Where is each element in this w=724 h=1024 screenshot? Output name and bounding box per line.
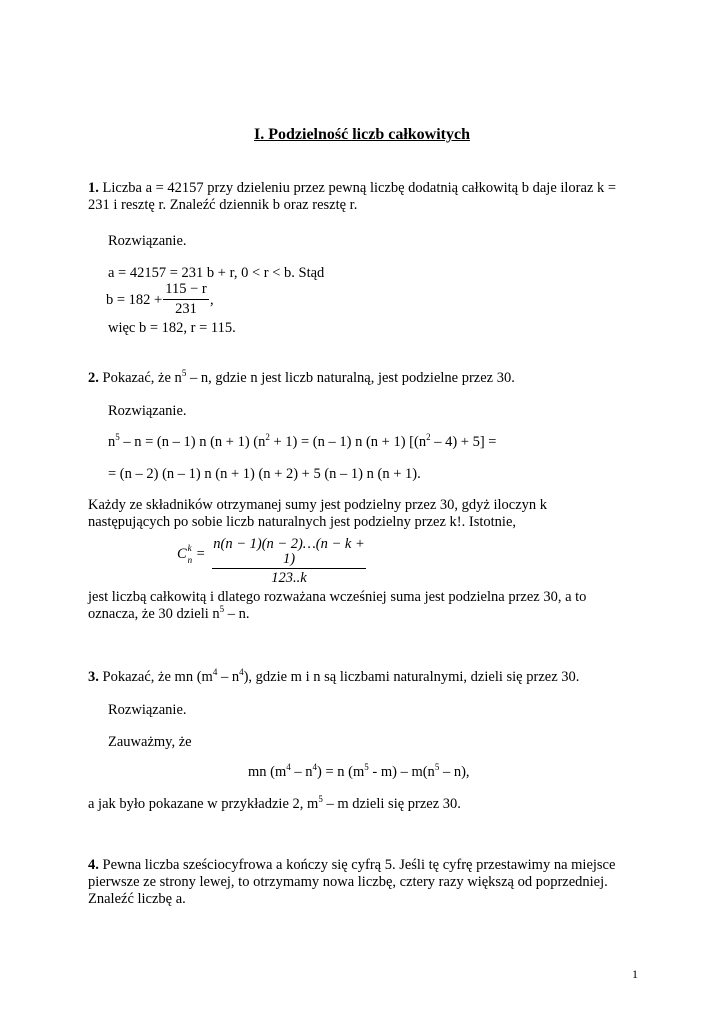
combination-fraction-bar — [212, 568, 366, 569]
problem-1-b-lhs: b = 182 + — [106, 292, 163, 308]
problem-3-statement: 3. Pokazać, że mn $(m^4 - n^4)$, gdzie m i n są liczbami naturalnymi, dzieli się przez 30. — [88, 667, 580, 685]
fraction-numerator: 115 − r — [165, 281, 207, 297]
combination-denominator: 123..k — [271, 570, 307, 586]
problem-1-equation: a = 42157 = 231 b + r, 0 < r < b. Stąd — [108, 265, 325, 281]
page-title: I. Podzielność liczb całkowitych — [254, 126, 470, 143]
problem-4-number: 4. — [88, 857, 99, 873]
problem-3-number: 3. — [88, 669, 99, 685]
combination-symbol: C k n = — [177, 543, 205, 565]
problem-2-equation-1: $n^5 - n = (n - 1)$ n (n + 1) $(n^2 + 1) = (n - 1)$ n (n + 1) $[(n^2 - 4) + 5]$ = — [108, 432, 497, 450]
problem-2-text-2: następujących po sobie liczb naturalnych jest podzielny przez k!. Istotnie, — [88, 514, 517, 530]
problem-3-note: Zauważmy, że — [108, 734, 192, 750]
problem-3-text: a jak było pokazane w przykładzie 2, $m^5$ – m dzieli się przez 30. — [88, 794, 461, 812]
problem-4-line-2: pierwsze ze strony lewej, to otrzymamy nowa liczbę, cztery razy większą od poprzedniej. — [88, 874, 608, 890]
problem-2-statement: 2. Pokazać, że $n^5$ – n, gdzie n jest liczb naturalną, jest podzielne przez 30. — [88, 368, 515, 386]
combination-numerator: n(n − 1)(n − 2)…(n − k + 1) — [213, 536, 365, 567]
problem-2-solution-label: Rozwiązanie. — [108, 403, 187, 419]
problem-1-fraction — [163, 282, 209, 316]
problem-3-solution-label: Rozwiązanie. — [108, 702, 187, 718]
fraction-bar — [163, 299, 209, 300]
problem-2-number: 2. — [88, 370, 99, 386]
problem-3-equation: mn $(m^4 - n^4) = n$ $(m^5 - m) - m(n^5 - n)$, — [248, 762, 470, 780]
problem-2-text-1: Każdy ze składników otrzymanej sumy jest podzielny przez 30, gdyż iloczyn k — [88, 497, 548, 513]
problem-2-equation-2: = (n – 2) (n – 1) n (n + 1) (n + 2) + 5 (n – 1) n (n + 1). — [108, 466, 421, 482]
problem-1-line-1: 1. Liczba a = 42157 przy dzieleniu przez pewną liczbę dodatnią całkowitą b daje iloraz k = — [88, 180, 617, 196]
combination-fraction — [212, 537, 366, 586]
problem-4-line-3: Znaleźć liczbę a. — [88, 891, 186, 907]
problem-2-text-3: jest liczbą całkowitą i dlatego rozważana wcześniej suma jest podzielna przez 30, a to — [88, 589, 587, 605]
problem-1-solution-label: Rozwiązanie. — [108, 233, 187, 249]
problem-4-line-1: 4. Pewna liczba sześciocyfrowa a kończy się cyfrą 5. Jeśli tę cyfrę przestawimy na miejsce — [88, 857, 616, 873]
problem-1-result: więc b = 182, r = 115. — [108, 320, 236, 336]
problem-1-comma: , — [210, 292, 214, 308]
problem-1-line-2: 231 i resztę r. Znaleźć dziennik b oraz resztę r. — [88, 197, 358, 213]
problem-2-text-4: oznacza, że 30 dzieli $n^5$ – n. — [88, 604, 250, 622]
page-number: 1 — [632, 967, 638, 981]
fraction-denominator: 231 — [175, 300, 197, 317]
problem-1-number: 1. — [88, 180, 99, 196]
